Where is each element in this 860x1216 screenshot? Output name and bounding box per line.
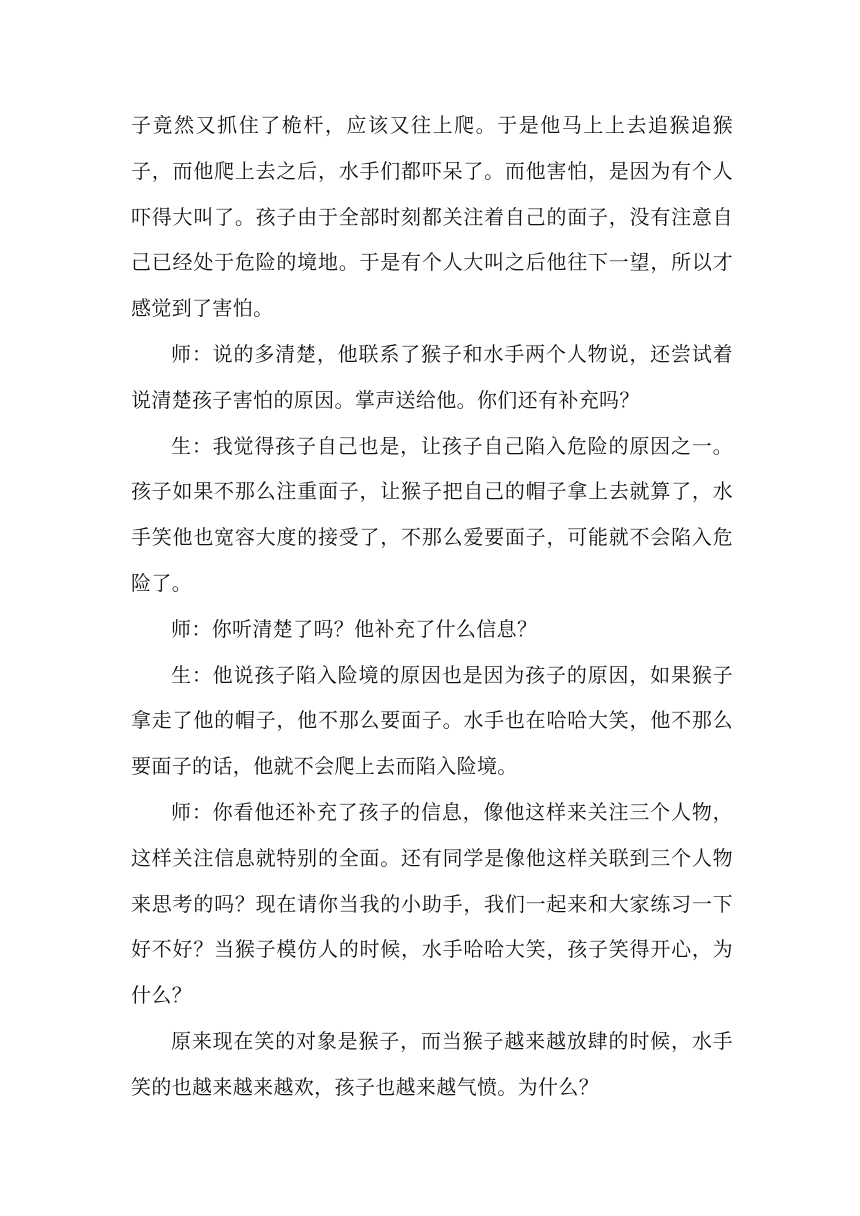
- paragraph-continuation: 子竟然又抓住了桅杆，应该又往上爬。于是他马上上去追猴追猴子，而他爬上去之后，水手们都吓呆了。而他害怕，是因为有个人吓得大叫了。孩子由于全部时刻都关注着自己的面子，没有注意自己已经处于危险的境地。于是有个人大叫之后他往下一望，所以才感觉到了害怕。: [131, 113, 733, 321]
- paragraph-teacher-3: 师：你看他还补充了孩子的信息，像他这样来关注三个人物，这样关注信息就特别的全面。还有同学是像他这样关联到三个人物来思考的吗？现在请你当我的小助手，我们一起来和大家练习一下好不好？当猴子模仿人的时候，水手哈哈大笑，孩子笑得开心，为什么？: [131, 799, 733, 1008]
- paragraph-student-1: 生：我觉得孩子自己也是，让孩子自己陷入危险的原因之一。孩子如果不那么注重面子，让猴子把自己的帽子拿上去就算了，水手笑他也宽容大度的接受了，不那么爱要面子，可能就不会陷入危险了。: [131, 433, 733, 595]
- paragraph-narration: 原来现在笑的对象是猴子，而当猴子越来越放肆的时候，水手笑的也越来越来越欢，孩子也越来越气愤。为什么？: [131, 1028, 733, 1099]
- paragraph-teacher-1: 师：说的多清楚，他联系了猴子和水手两个人物说，还尝试着说清楚孩子害怕的原因。掌声送给他。你们还有补充吗？: [131, 341, 733, 412]
- document-body: [131, 103, 733, 1111]
- paragraph-student-2: 生：他说孩子陷入险境的原因也是因为孩子的原因，如果猴子拿走了他的帽子，他不那么要面子。水手也在哈哈大笑，他不那么要面子的话，他就不会爬上去而陷入险境。: [131, 662, 733, 779]
- paragraph-teacher-2: 师：你听清楚了吗？他补充了什么信息？: [171, 616, 538, 641]
